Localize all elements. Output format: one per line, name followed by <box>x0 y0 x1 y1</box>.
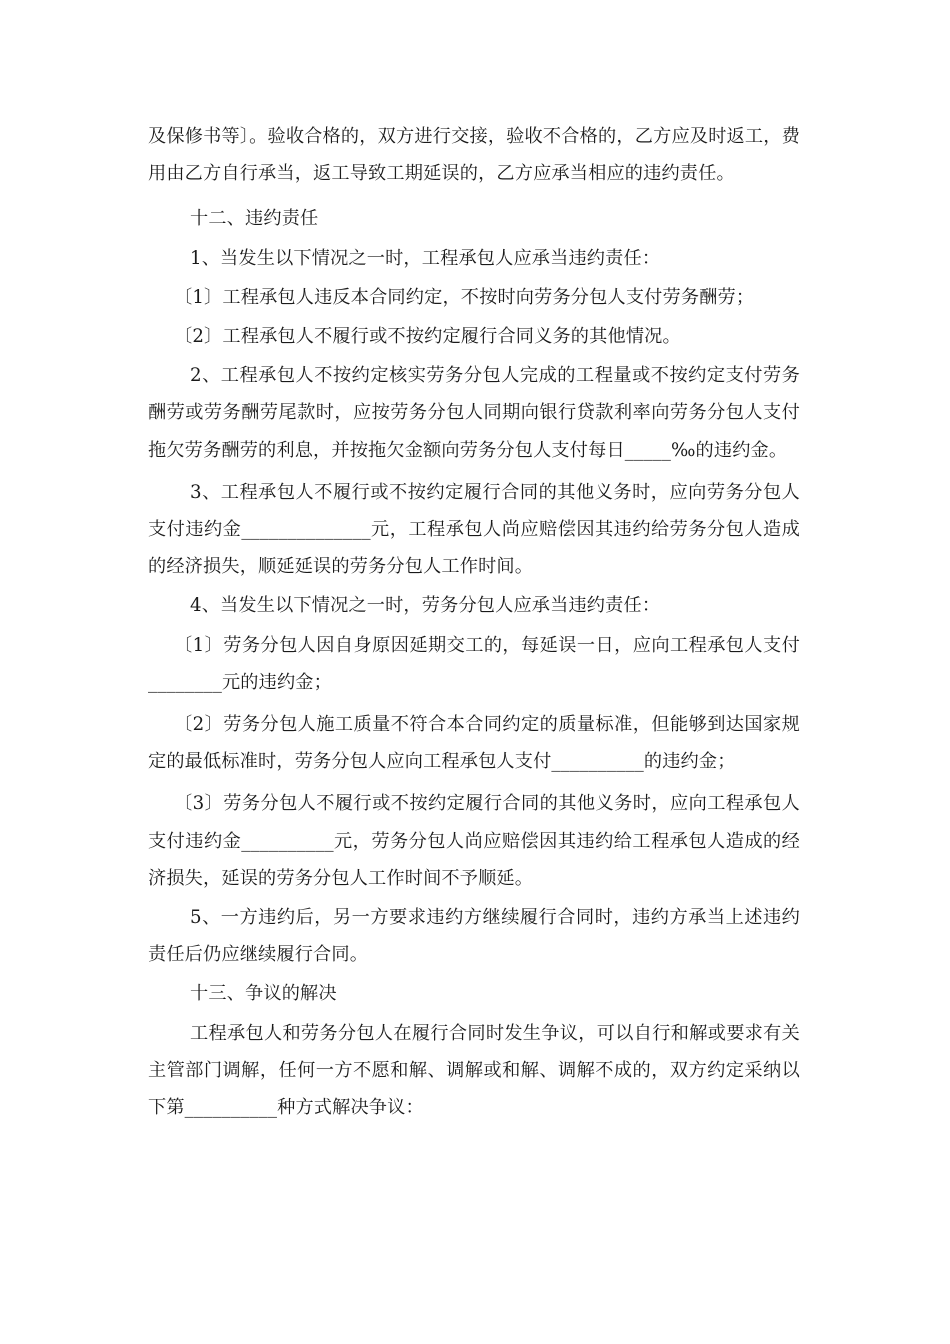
clause-1-contractor-liability: 1、当发生以下情况之一时，工程承包人应承当违约责任： <box>190 247 661 269</box>
clause-2-late-payment: 2、工程承包人不按约定核实劳务分包人完成的工程量或不按约定支付劳务酬劳或劳务酬劳尾款时，应按劳务分包人同期向银行贷款利率向劳务分包人支付拖欠劳务酬劳的利息，并按拖欠金额向劳务分包人支付每日_____‰的违约金。 <box>148 365 800 461</box>
item-subcontractor-2: 〔2〕劳务分包人施工质量不符合本合同约定的质量标准，但能够到达国家规定的最低标准时，劳务分包人应向工程承包人支付__________的违约金； <box>148 714 800 773</box>
item-contractor-2: 〔2〕工程承包人不履行或不按约定履行合同义务的其他情况。 <box>174 326 681 348</box>
document-page <box>148 118 800 1126</box>
clause-5-continue-performance: 5、一方违约后，另一方要求违约方继续履行合同时，违约方承当上述违约责任后仍应继续履行合同。 <box>148 907 800 966</box>
section-heading-breach-liability: 十二、违约责任 <box>190 208 319 230</box>
clause-3-other-obligations: 3、工程承包人不履行或不按约定履行合同的其他义务时，应向劳务分包人支付违约金______________元，工程承包人尚应赔偿因其违约给劳务分包人造成的经济损失，顺延延误的劳务分包人工作时间。 <box>148 481 800 578</box>
clause-dispute-resolution: 工程承包人和劳务分包人在履行合同时发生争议，可以自行和解或要求有关主管部门调解，任何一方不愿和解、调解或和解、调解不成的，双方约定采纳以下第__________种方式解决争议： <box>148 1022 800 1119</box>
paragraph-acceptance-continuation: 及保修书等〕。验收合格的，双方进行交接，验收不合格的，乙方应及时返工，费用由乙方自行承当，返工导致工期延误的，乙方应承当相应的违约责任。 <box>148 126 800 185</box>
clause-4-subcontractor-liability: 4、当发生以下情况之一时，劳务分包人应承当违约责任： <box>190 595 661 617</box>
section-heading-dispute-resolution: 十三、争议的解决 <box>190 983 337 1005</box>
item-subcontractor-1: 〔1〕劳务分包人因自身原因延期交工的，每延误一日，应向工程承包人支付________元的违约金； <box>148 634 800 693</box>
item-subcontractor-3: 〔3〕劳务分包人不履行或不按约定履行合同的其他义务时，应向工程承包人支付违约金__________元，劳务分包人尚应赔偿因其违约给工程承包人造成的经济损失，延误的劳务分包人工作时间不予顺延。 <box>148 793 800 889</box>
item-contractor-1: 〔1〕工程承包人违反本合同约定，不按时向劳务分包人支付劳务酬劳； <box>174 286 755 308</box>
